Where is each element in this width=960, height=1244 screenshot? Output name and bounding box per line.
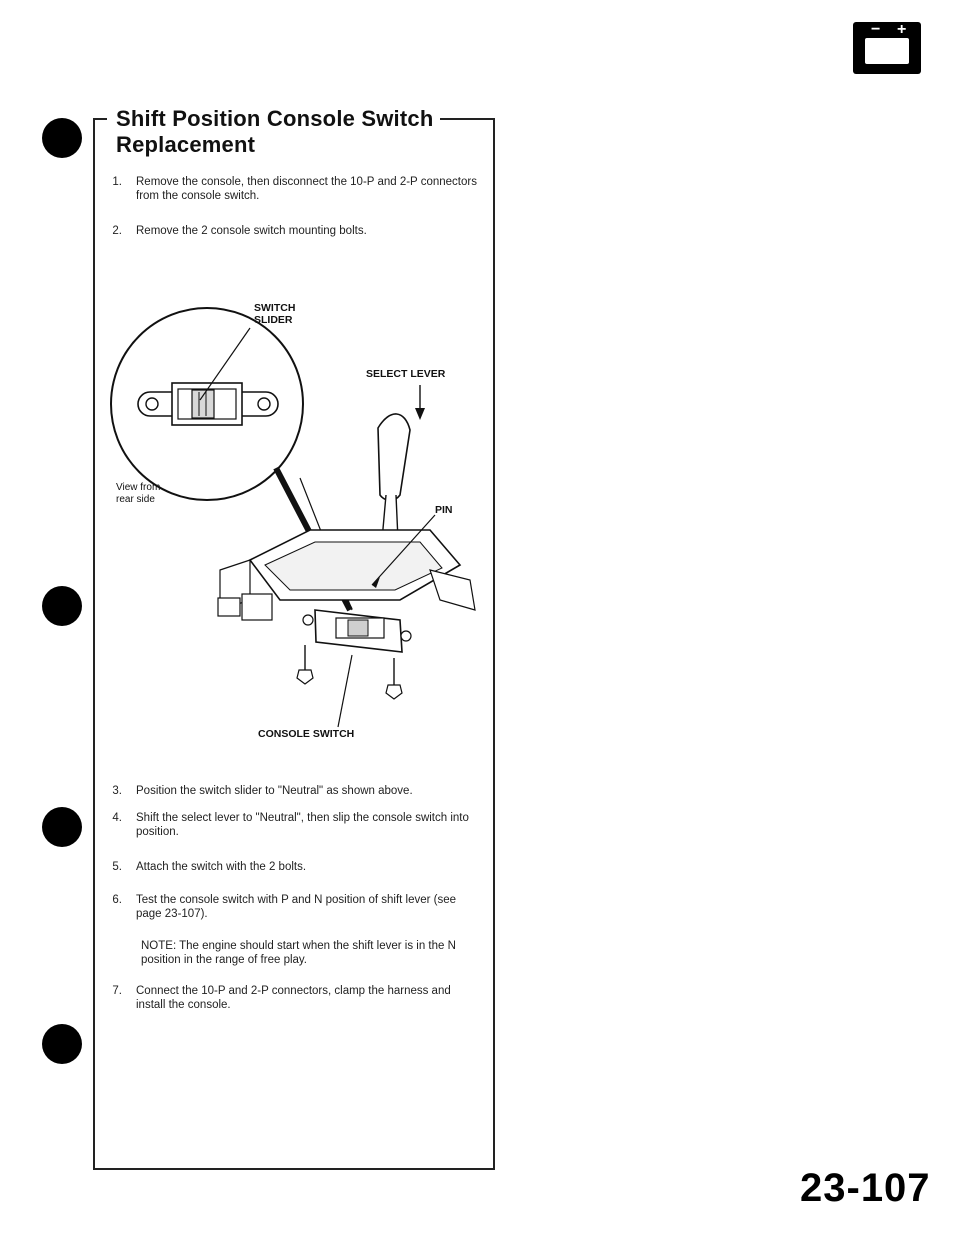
select-lever-label: SELECT LEVER xyxy=(366,368,446,380)
step-number: 7. xyxy=(112,985,122,997)
page-number: 23-107 xyxy=(800,1166,931,1210)
console-switch-diagram xyxy=(100,280,490,740)
console-switch-label: CONSOLE SWITCH xyxy=(258,728,355,740)
view-from-label-1: View from xyxy=(116,482,161,493)
step-number: 5. xyxy=(112,861,122,873)
binder-hole-2 xyxy=(42,586,82,626)
view-from-label-2: rear side xyxy=(116,494,155,505)
binder-hole-1 xyxy=(42,118,82,158)
step-number: 2. xyxy=(112,225,122,237)
step-number: 1. xyxy=(112,176,122,188)
frame-left xyxy=(93,118,95,1170)
step-number: 6. xyxy=(112,894,122,906)
section-title-line2: Replacement xyxy=(116,132,256,157)
frame-top-left xyxy=(93,118,107,120)
section-title-line1: Shift Position Console Switch xyxy=(116,106,434,131)
switch-slider-label-2: SLIDER xyxy=(254,314,293,326)
battery-minus: − xyxy=(871,21,881,38)
step-text: Connect the 10-P and 2-P connectors, clamp the harness and install the console. xyxy=(136,985,451,1011)
binder-hole-4 xyxy=(42,1024,82,1064)
switch-slider-label-1: SWITCH xyxy=(254,302,296,314)
frame-bottom xyxy=(93,1168,495,1170)
frame-top-right xyxy=(440,118,495,120)
battery-plus: + xyxy=(897,21,907,38)
step-text: Remove the 2 console switch mounting bolts. xyxy=(136,225,367,237)
binder-hole-3 xyxy=(42,807,82,847)
step-number: 3. xyxy=(112,785,122,797)
step-text: Position the switch slider to "Neutral" as shown above. xyxy=(136,785,413,797)
step-text: Remove the console, then disconnect the 10-P and 2-P connectors from the console switch. xyxy=(136,176,477,202)
battery-window xyxy=(865,38,909,64)
note-text: NOTE: The engine should start when the shift lever is in the N position in the range of free play. xyxy=(141,940,456,966)
pin-label: PIN xyxy=(435,504,453,516)
battery-icon xyxy=(853,22,921,74)
step-text: Shift the select lever to "Neutral", then slip the console switch into position. xyxy=(136,812,469,838)
frame-right xyxy=(493,118,495,1170)
step-text: Attach the switch with the 2 bolts. xyxy=(136,861,307,873)
step-text: Test the console switch with P and N position of shift lever (see page 23-107). xyxy=(136,894,457,920)
step-number: 4. xyxy=(112,812,122,824)
